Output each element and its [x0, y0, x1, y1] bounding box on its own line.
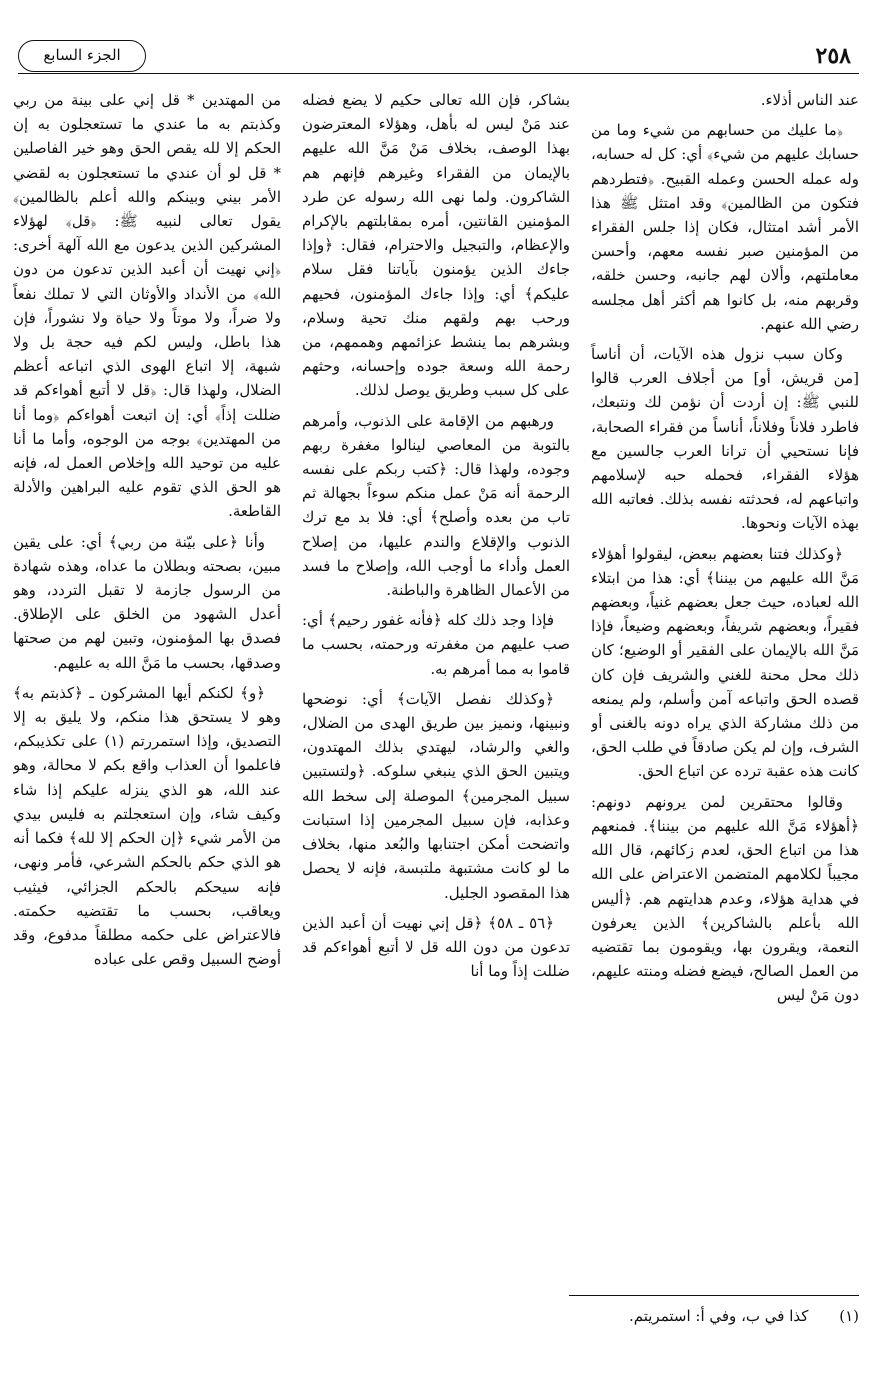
- paragraph: ورهبهم من الإقامة على الذنوب، وأمرهم بالتوبة من المعاصي لينالوا مغفرة ربهم وجوده، ولهذا قال: ﴿كتب ربكم على نفسه الرحمة أنه مَنْ عمل منكم سوءاً بجهالة ثم تاب من بعده وأصلح﴾ أي: فلا بد مع ترك الذنوب والإقلاع والندم عليها، من إصلاح العمل وأداء ما أوجب الله، وإصلاح ما فسد من الأعمال الظاهرة والباطنة.: [302, 411, 570, 600]
- paragraph: ﴿وكذلك نفصل الآيات﴾ أي: نوضحها ونبينها، ونميز بين طريق الهدى من الضلال، والغي والرشاد، ليهتدي بذلك المهتدون، ويتبين الحق الذي ينبغي سلوكه. ﴿ولتستبين سبيل المجرمين﴾ الموصلة إلى سخط الله وعذابه، فإن سبيل المجرمين إذا استبانت واتضحت أمكن اجتنابها والبُعد منها، بخلاف ما لو كانت مشتبهة ملتبسة، فإنه لا يحصل هذا المقصود الجليل.: [302, 689, 570, 902]
- footnote: [439, 1305, 859, 1327]
- part-title: الجزء السابع: [43, 46, 121, 64]
- paragraph: ﴿وكذلك فتنا بعضهم ببعض، ليقولوا أهؤلاء مَنَّ الله عليهم من بيننا﴾ أي: هذا من ابتلاء الله لعباده، حيث جعل بعضهم غنياً، وبعضهم فقيراً، وبعضهم شريفاً، وبعضهم وضيعاً، فإذا مَنَّ الله بالإيمان على الفقير أو الوضيع؛ كان ذلك محل محنة للغني والشريف فإن كان قصده الحق واتباعه آمن وأسلم، ولم يمنعه من ذلك مشاركة الذي يراه دونه بالغنى أو الشرف، وإن لم يكن صادقاً في طلب الحق، كانت هذه عقبة ترده عن اتباع الحق.: [591, 544, 859, 781]
- header-rule: [18, 73, 859, 74]
- footnote-rule: [569, 1295, 859, 1296]
- paragraph: من المهتدين * قل إني على بينة من ربي وكذبتم به ما عندي ما تستعجلون به إن الحكم إلا لله يقص الحق وهو خير الفاصلين * قل لو أن عندي ما تستعجلون به لقضي الأمر بيني وبينكم والله أعلم بالظالمين﴾ يقول تعالى لنبيه ﷺ: ﴿قل﴾ لهؤلاء المشركين الذين يدعون مع الله آلهة أخرى: ﴿إني نهيت أن أعبد الذين تدعون من دون الله﴾ من الأنداد والأوثان التي لا تملك نفعاً ولا ضراً، ولا موتاً ولا حياة ولا نشوراً، فإن هذا باطل، وليس لكم فيه حجة بل ولا شبهة، إلا اتباع الهوى الذي اتباعه أعظم الضلال، ولهذا قال: ﴿قل لا أتبع أهواءكم قد ضللت إذاً﴾ أي: إن اتبعت أهواءكم ﴿وما أنا من المهتدين﴾ بوجه من الوجوه، وأما ما أنا عليه من توحيد الله وإخلاص العمل له، فإنه هو الحق الذي تقوم عليه البراهين والأدلة القاطعة.: [13, 91, 281, 521]
- paragraph: ﴿٥٦ ـ ٥٨﴾ ﴿قل إني نهيت أن أعبد الذين تدعون من دون الله قل لا أتبع أهواءكم قد ضللت إذاً وما أنا: [302, 913, 570, 981]
- paragraph: ﴿ما عليك من حسابهم من شيء وما من حسابك عليهم من شيء﴾ أي: كل له حسابه، وله عمله الحسن وعمله القبيح. ﴿فتطردهم فتكون من الظالمين﴾ وقد امتثل ﷺ هذا الأمر أشد امتثال، فكان إذا جلس الفقراء من المؤمنين صبر نفسه معهم، وأحسن معاملتهم، وألان لهم جانبه، وحسن خلقه، وقربهم منه، بل كانوا هم أكثر أهل مجلسه رضي الله عنهم.: [591, 121, 859, 333]
- footnote-number: (١): [839, 1307, 859, 1325]
- paragraph: وقالوا محتقرين لمن يرونهم دونهم: ﴿أهؤلاء مَنَّ الله عليهم من بيننا﴾. فمنعهم هذا من اتباع الحق، لعدم زكائهم، قال الله مجيباً لكلامهم المتضمن الاعتراض على الله في هداية هؤلاء، وعدم هدايتهم هم. ﴿أليس الله بأعلم بالشاكرين﴾ الذين يعرفون النعمة، ويقرون بها، ويقومون بما تقتضيه من العمل الصالح، فيضع فضله ومنته عليهم، دون مَنْ ليس: [591, 792, 859, 1005]
- paragraph: ﴿و﴾ لكنكم أيها المشركون ـ ﴿كذبتم به﴾ وهو لا يستحق هذا منكم، ولا يليق به إلا التصديق، وإذا استمررتم (١) على تكذيبكم، فاعلموا أن العذاب واقع بكم لا محالة، وهو عند الله، هو الذي ينزله عليكم إذا شاء وكيف شاء، وإن استعجلتم به فليس بيدي من الأمر شيء ﴿إن الحكم إلا لله﴾ فكما أنه هو الذي حكم بالحكم الشرعي، فأمر ونهى، فإنه سيحكم بالحكم الجزائي، فيثيب ويعاقب، بحسب ما تقتضيه حكمته. فالاعتراض على حكمه مطلقاً مدفوع، وقد أوضح السبيل وقص على عباده: [13, 683, 281, 969]
- paragraph: وأنا ﴿على بيّنة من ربي﴾ أي: على يقين مبين، بصحته وبطلان ما عداه، وهذه شهادة من الرسول جازمة لا تقبل التردد، وهو أعدل الشهود من الخلق على الإطلاق. فصدق بها المؤمنون، وتبين لهم من صحتها وصدقها، بحسب ما مَنَّ الله به عليهم.: [13, 532, 281, 672]
- paragraph: بشاكر، فإن الله تعالى حكيم لا يضع فضله عند مَنْ ليس له بأهل، وهؤلاء المعترضون بهذا الوصف، بخلاف مَنْ مَنَّ الله عليهم بالإيمان من الفقراء وغيرهم فإنهم هم الشاكرون. ولما نهى الله رسوله عن طرد المؤمنين القانتين، أمره بمقابلتهم بالإكرام والإعظام، والتبجيل والاحترام، فقال: ﴿وإذا جاءك الذين يؤمنون بآياتنا فقل سلام عليكم﴾ أي: وإذا جاءك المؤمنون، فحيهم ورحب بهم ولقهم منك تحية وسلام، وبشرهم بما ينشط عزائمهم وهممهم، من رحمة الله وسعة جوده وإحسانه، وحثهم على كل سبب وطريق يوصل لذلك.: [302, 91, 570, 400]
- text-column-right: [591, 88, 859, 1258]
- paragraph: وكان سبب نزول هذه الآيات، أن أناساً [من قريش، أو] من أجلاف العرب قالوا للنبي ﷺ: إن أردت أن نؤمن لك ونتبعك، فاطرد فلاناً وفلاناً، أناساً من فقراء الصحابة، فإنا نستحيي أن ترانا العرب جالسين مع هؤلاء الفقراء، فحمله حبه لإسلامهم واتباعهم له، فحدثته نفسه بذلك. فعاتبه الله بهذه الآيات ونحوها.: [591, 345, 859, 533]
- paragraph: عند الناس أذلاء.: [760, 91, 859, 109]
- text-column-middle: [302, 88, 570, 1258]
- page-header: [18, 40, 859, 74]
- footnote-text: كذا في ب، وفي أ: استمريتم.: [628, 1307, 809, 1325]
- paragraph: فإذا وجد ذلك كله ﴿فأنه غفور رحيم﴾ أي: صب عليهم من مغفرته ورحمته، بحسب ما قاموا به مما أمرهم به.: [302, 611, 570, 678]
- text-column-left: [13, 88, 281, 1258]
- page-number: ٢٥٨: [815, 43, 851, 69]
